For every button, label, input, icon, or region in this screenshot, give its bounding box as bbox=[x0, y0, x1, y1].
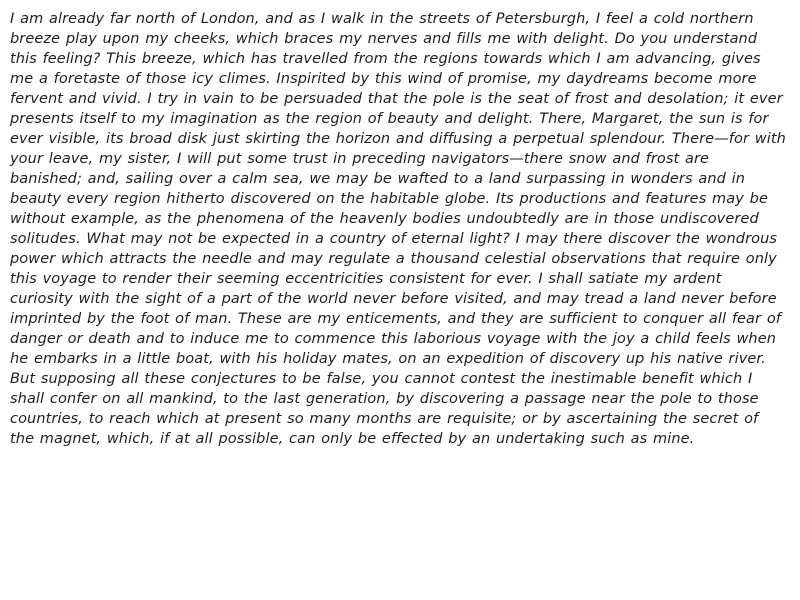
handwritten-letter-text: I am already far north of London, and as I walk in the streets of Petersburgh, I feel a cold northern breeze play upon my cheeks, which braces my nerves and fills me with delight. Do you understand this feeling? This breeze, which has travelled from the regions towards which I am advancing, gives me a foretaste of those icy climes. Inspirited by this wind of promise, my daydreams become more fervent and vivid. I try in vain to be persuaded that the pole is the seat of frost and desolation; it ever presents itself to my imagination as the region of beauty and delight. There, Margaret, the sun is for ever visible, its broad disk just skirting the horizon and diffusing a perpetual splendour. There—for with your leave, my sister, I will put some trust in preceding navigators—there snow and frost are banished; and, sailing over a calm sea, we may be wafted to a land surpassing in wonders and in beauty every region hitherto discovered on the habitable globe. Its productions and features may be without example, as the phenomena of the heavenly bodies undoubtedly are in those undiscovered solitudes. What may not be expected in a country of eternal light? I may there discover the wondrous power which attracts the needle and may regulate a thousand celestial observations that require only this voyage to render their seeming eccentricities consistent for ever. I shall satiate my ardent curiosity with the sight of a part of the world never before visited, and may tread a land never before imprinted by the foot of man. These are my enticements, and they are sufficient to conquer all fear of danger or death and to induce me to commence this laborious voyage with the joy a child feels when he embarks in a little boat, with his holiday mates, on an expedition of discovery up his native river. But supposing all these conjectures to be false, you cannot contest the inestimable benefit which I shall confer on all mankind, to the last generation, by discovering a passage near the pole to those countries, to reach which at present so many months are requisite; or by ascertaining the secret of the magnet, which, if at all possible, can only be effected by an undertaking such as mine. bbox=[10, 11, 786, 447]
